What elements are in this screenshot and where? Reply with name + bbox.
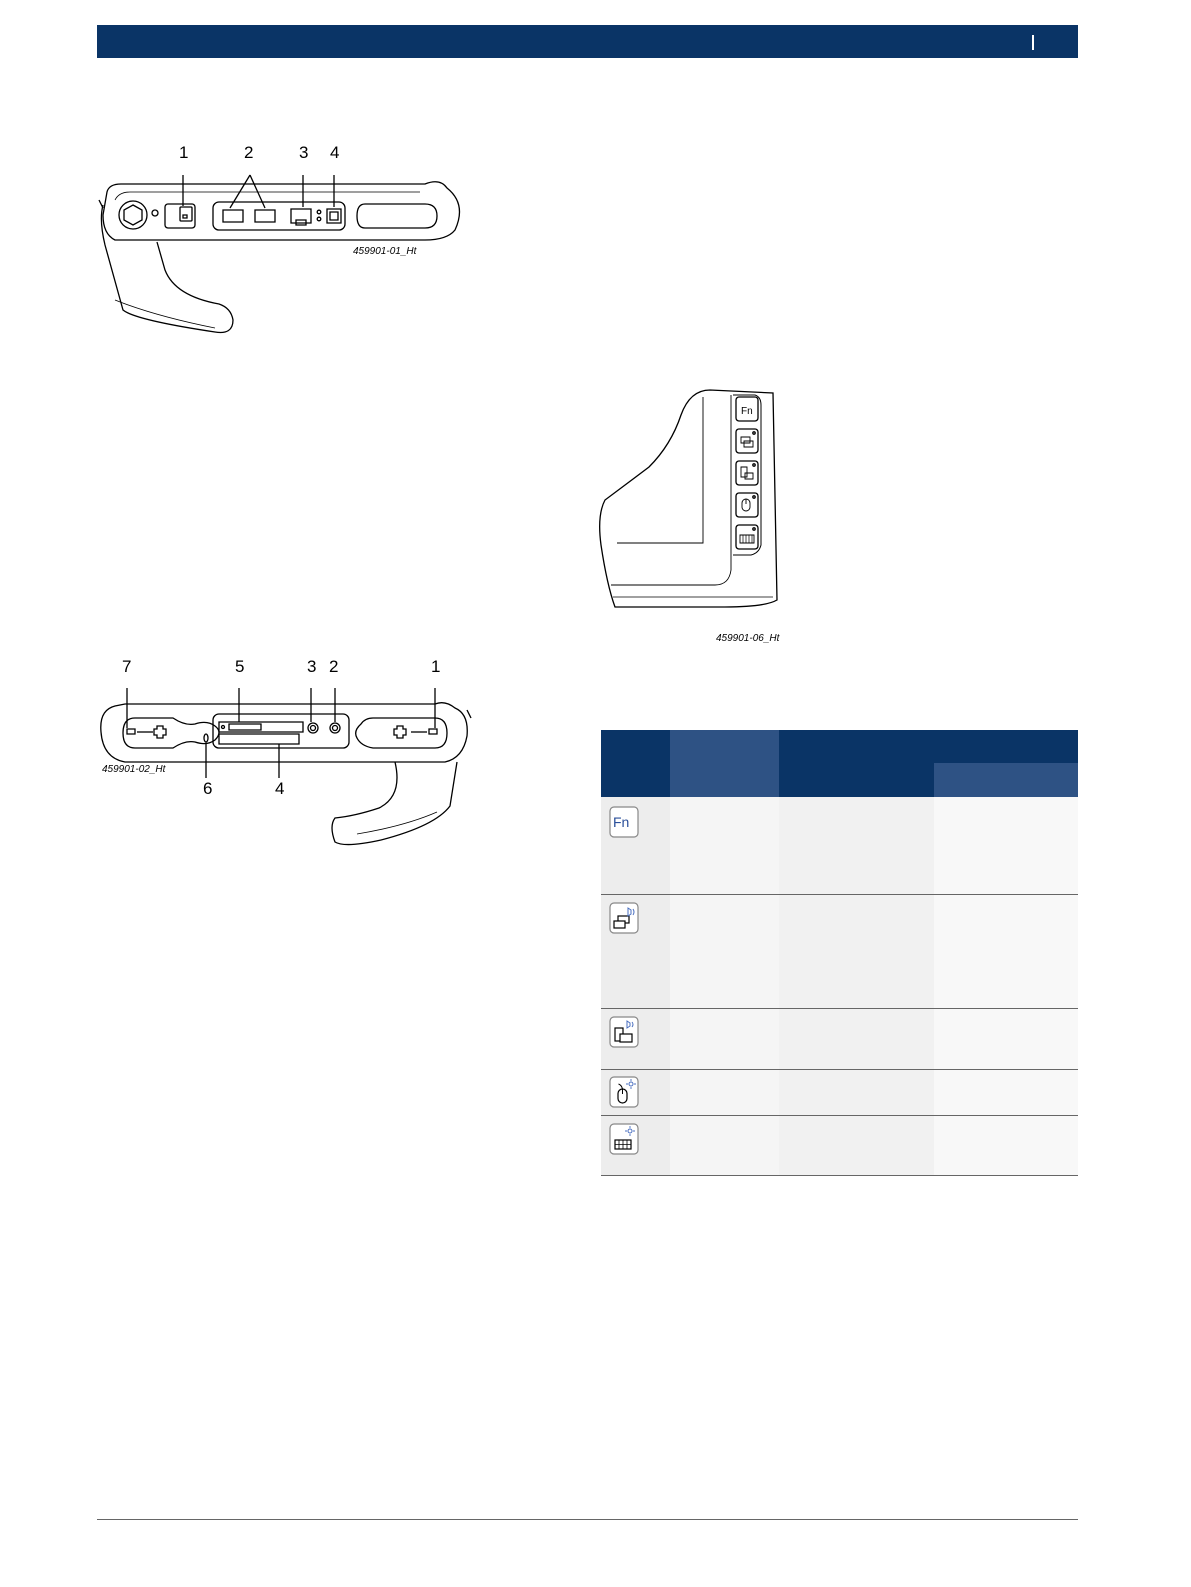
table-row-divider bbox=[601, 1069, 1078, 1070]
table-header-key bbox=[601, 730, 670, 797]
table-header-col-2 bbox=[670, 730, 779, 797]
table-header-col-3 bbox=[779, 730, 1078, 763]
callout-3-bottom: 3 bbox=[307, 657, 317, 676]
figure-ref-top: 459901-01_Ht bbox=[353, 246, 417, 257]
table-col-3 bbox=[779, 797, 934, 1176]
table-row-divider bbox=[601, 1008, 1078, 1009]
table-subheader-a bbox=[779, 763, 934, 797]
table-bottom-rule bbox=[601, 1175, 1078, 1176]
callout-1-bottom: 1 bbox=[431, 657, 441, 676]
function-key-table bbox=[601, 730, 1078, 1176]
callout-5: 5 bbox=[235, 657, 245, 676]
side-keys-illustration bbox=[595, 385, 785, 640]
callout-2: 2 bbox=[244, 143, 254, 162]
fn-key-icon-label: Fn bbox=[613, 814, 630, 830]
table-col-key bbox=[601, 797, 670, 1176]
callout-4-bottom: 4 bbox=[275, 779, 285, 798]
window-switch-key-icon bbox=[609, 902, 639, 934]
callout-4: 4 bbox=[330, 143, 340, 162]
callout-3: 3 bbox=[299, 143, 309, 162]
table-col-4 bbox=[934, 797, 1078, 1176]
side-key-fn-label: Fn bbox=[741, 406, 753, 417]
table-row-divider bbox=[601, 894, 1078, 895]
callout-1: 1 bbox=[179, 143, 189, 162]
display-rotate-key-icon bbox=[609, 1016, 639, 1048]
callout-2-bottom: 2 bbox=[329, 657, 339, 676]
header-separator bbox=[1032, 35, 1034, 50]
callout-6: 6 bbox=[203, 779, 213, 798]
callout-7: 7 bbox=[122, 657, 132, 676]
footer-rule bbox=[97, 1519, 1078, 1520]
keyboard-key-icon bbox=[609, 1123, 639, 1155]
fn-key-icon bbox=[609, 806, 639, 838]
table-row-divider bbox=[601, 1115, 1078, 1116]
figure-ref-keys: 459901-06_Ht bbox=[716, 633, 780, 644]
mouse-key-icon bbox=[609, 1076, 639, 1108]
table-subheader-b bbox=[934, 763, 1078, 797]
table-col-2 bbox=[670, 797, 779, 1176]
figure-ref-bottom: 459901-02_Ht bbox=[102, 764, 166, 775]
header-bar bbox=[97, 25, 1078, 58]
